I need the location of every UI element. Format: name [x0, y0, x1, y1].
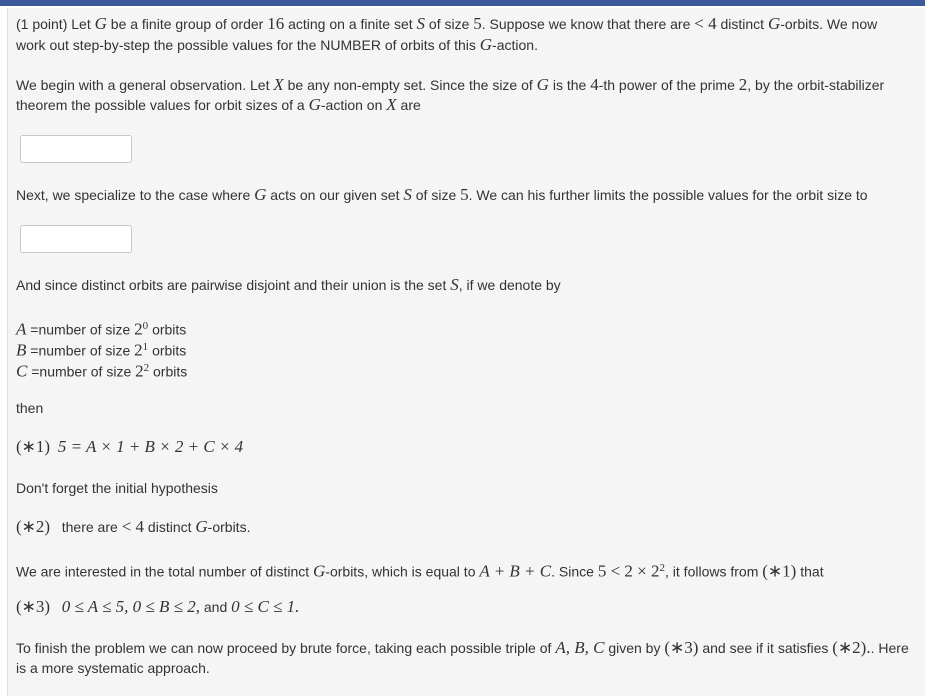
top-accent-bar: [0, 0, 925, 6]
definition-C: C =number of size $2^2$ orbits: [16, 361, 188, 381]
equation-1: (∗1) 5 = A × 1 + B × 2 + C × 4: [16, 437, 244, 456]
general-observation-line-1: We begin with a general observation. Let X be any non-empty set. Since the size of G is the 4-th power of the prime 2, by the orbit-stabilizer: [16, 75, 885, 94]
total-orbits-line: We are interested in the total number of distinct G-orbits, which is equal to A + B + C. Since $5 < 2 \times 2^2$, it follows from (∗1) that: [16, 561, 824, 581]
definition-B: B =number of size $2^1$ orbits: [16, 340, 187, 360]
specialize-line: Next, we specialize to the case where G acts on our given set S of size 5. We can his further limits the possible values for the orbit size to: [16, 185, 868, 204]
brute-force-line-2: is a more systematic approach.: [16, 660, 210, 676]
brute-force-line-1: To finish the problem we can now proceed by brute force, taking each possible triple of A, B, C given by (∗3) and see if it satisfies (∗2).. Here: [16, 638, 909, 657]
general-observation-line-2: theorem the possible values for orbit sizes of a G-action on X are: [16, 95, 421, 114]
intro-line-1: (1 point) Let G be a finite group of order 16 acting on a finite set S of size 5. Suppose we know that there are < 4 distinct G-orbits. We now: [16, 14, 878, 33]
initial-hypothesis-note: Don't forget the initial hypothesis: [16, 480, 218, 496]
definition-A: A =number of size $2^0$ orbits: [16, 319, 187, 339]
intro-line-2: work out step-by-step the possible values for the NUMBER of orbits of this G-action.: [16, 35, 538, 54]
equation-3: (∗3) 0 ≤ A ≤ 5, 0 ≤ B ≤ 2, and 0 ≤ C ≤ 1.: [16, 597, 300, 616]
disjoint-orbits-line: And since distinct orbits are pairwise disjoint and their union is the set S, if we denote by: [16, 275, 561, 294]
restricted-orbit-sizes-answer-input[interactable]: [20, 225, 132, 253]
equation-2: (∗2) there are < 4 distinct G-orbits.: [16, 517, 251, 536]
orbit-sizes-answer-input[interactable]: [20, 135, 132, 163]
then-label: then: [16, 400, 44, 416]
